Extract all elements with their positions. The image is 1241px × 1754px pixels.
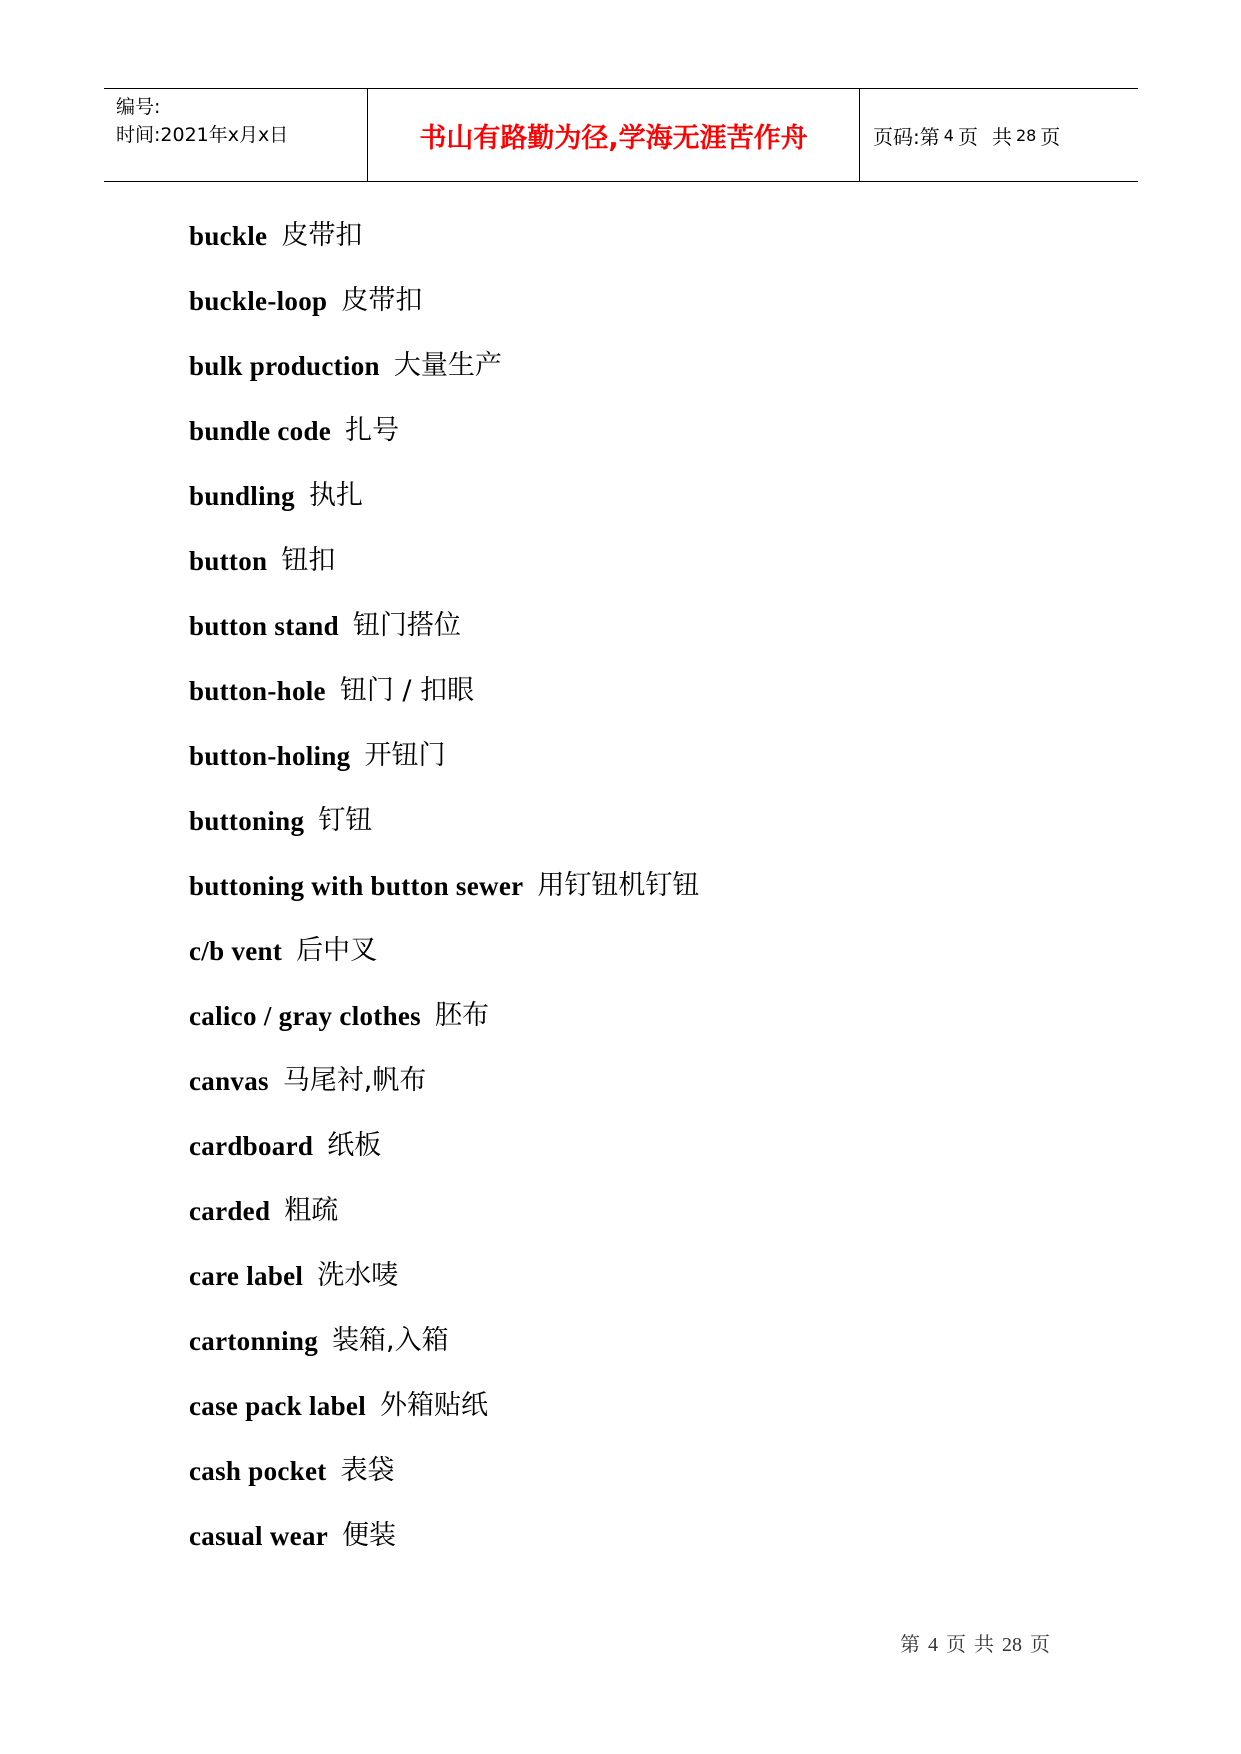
page-total-suffix: 页 [1040, 124, 1061, 149]
glossary-entry [189, 218, 1089, 283]
glossary-entry [189, 543, 1089, 608]
term-english: buckle-loop [189, 286, 328, 316]
term-english: cardboard [189, 1131, 314, 1161]
footer-prefix: 第 [900, 1634, 920, 1656]
page-total-prefix: 共 [991, 124, 1012, 149]
term-english: buttoning [189, 806, 305, 836]
glossary-entry [189, 1453, 1089, 1518]
term-english: buttoning with button sewer [189, 871, 524, 901]
term-chinese: 开钮门 [364, 740, 446, 771]
footer-suffix: 页 [1030, 1634, 1050, 1656]
term-english: cartonning [189, 1326, 319, 1356]
glossary-entry [189, 868, 1089, 933]
term-english: bundle code [189, 416, 332, 446]
glossary-list [189, 218, 1089, 1583]
page-label-mid: 页 [957, 124, 978, 149]
footer-total-prefix: 共 [974, 1634, 994, 1656]
term-chinese: 后中叉 [296, 935, 378, 966]
glossary-entry [189, 478, 1089, 543]
term-english: button-hole [189, 676, 326, 706]
term-chinese: 钮门搭位 [352, 610, 461, 641]
term-english: carded [189, 1196, 271, 1226]
glossary-entry [189, 738, 1089, 803]
term-chinese: 钉钮 [318, 805, 373, 836]
glossary-entry [189, 1193, 1089, 1258]
term-chinese: 马尾衬,帆布 [282, 1065, 427, 1096]
term-chinese: 粗疏 [284, 1195, 339, 1226]
glossary-entry [189, 608, 1089, 673]
motto-text: 书山有路勤为径,学海无涯苦作舟 [419, 122, 808, 154]
term-english: button stand [189, 611, 339, 641]
term-chinese: 大量生产 [393, 350, 502, 381]
header-motto-cell [368, 89, 860, 181]
term-english: case pack label [189, 1391, 366, 1421]
glossary-entry [189, 1518, 1089, 1583]
glossary-entry [189, 803, 1089, 868]
term-chinese: 用钉钮机钉钮 [537, 870, 700, 901]
page-footer [900, 1628, 1058, 1657]
glossary-entry [189, 1388, 1089, 1453]
term-english: bundling [189, 481, 295, 511]
term-chinese: 外箱贴纸 [380, 1390, 488, 1421]
term-chinese: 皮带扣 [281, 220, 363, 251]
term-english: calico / gray clothes [189, 1001, 421, 1031]
header-info-cell [104, 89, 368, 181]
term-chinese: 装箱,入箱 [332, 1325, 449, 1356]
footer-mid: 页 [946, 1634, 966, 1656]
term-english: button-holing [189, 741, 351, 771]
term-chinese: 纸板 [327, 1130, 382, 1161]
term-chinese: 便装 [342, 1520, 397, 1551]
glossary-entry [189, 1063, 1089, 1128]
term-chinese: 钮扣 [281, 545, 336, 576]
term-chinese: 钮门 / 扣眼 [339, 675, 475, 706]
term-chinese: 洗水唛 [317, 1260, 399, 1291]
term-chinese: 执扎 [308, 480, 363, 511]
glossary-entry [189, 1323, 1089, 1388]
term-chinese: 皮带扣 [341, 285, 423, 316]
term-chinese: 表袋 [340, 1455, 395, 1486]
term-english: button [189, 546, 268, 576]
term-chinese: 扎号 [345, 415, 400, 446]
glossary-entry [189, 673, 1089, 738]
term-english: cash pocket [189, 1456, 327, 1486]
term-english: c/b vent [189, 936, 283, 966]
page-total: 28 [1015, 125, 1037, 145]
glossary-entry [189, 1258, 1089, 1323]
term-english: casual wear [189, 1521, 329, 1551]
footer-total-pages: 28 [1002, 1634, 1022, 1656]
page-header [104, 88, 1138, 182]
glossary-entry [189, 998, 1089, 1063]
header-page-cell [860, 89, 1138, 181]
term-english: canvas [189, 1066, 269, 1096]
glossary-entry [189, 348, 1089, 413]
glossary-entry [189, 413, 1089, 478]
glossary-entry [189, 283, 1089, 348]
footer-current-page: 4 [928, 1634, 938, 1656]
glossary-entry [189, 933, 1089, 998]
term-english: care label [189, 1261, 304, 1291]
term-english: buckle [189, 221, 268, 251]
page-label-prefix: 页码:第 [873, 124, 940, 149]
term-chinese: 胚布 [435, 1000, 489, 1031]
term-english: bulk production [189, 351, 380, 381]
serial-label: 编号: [116, 96, 161, 118]
glossary-entry [189, 1128, 1089, 1193]
time-label: 时间:2021年x月x日 [116, 124, 289, 146]
page-current: 4 [943, 125, 954, 145]
